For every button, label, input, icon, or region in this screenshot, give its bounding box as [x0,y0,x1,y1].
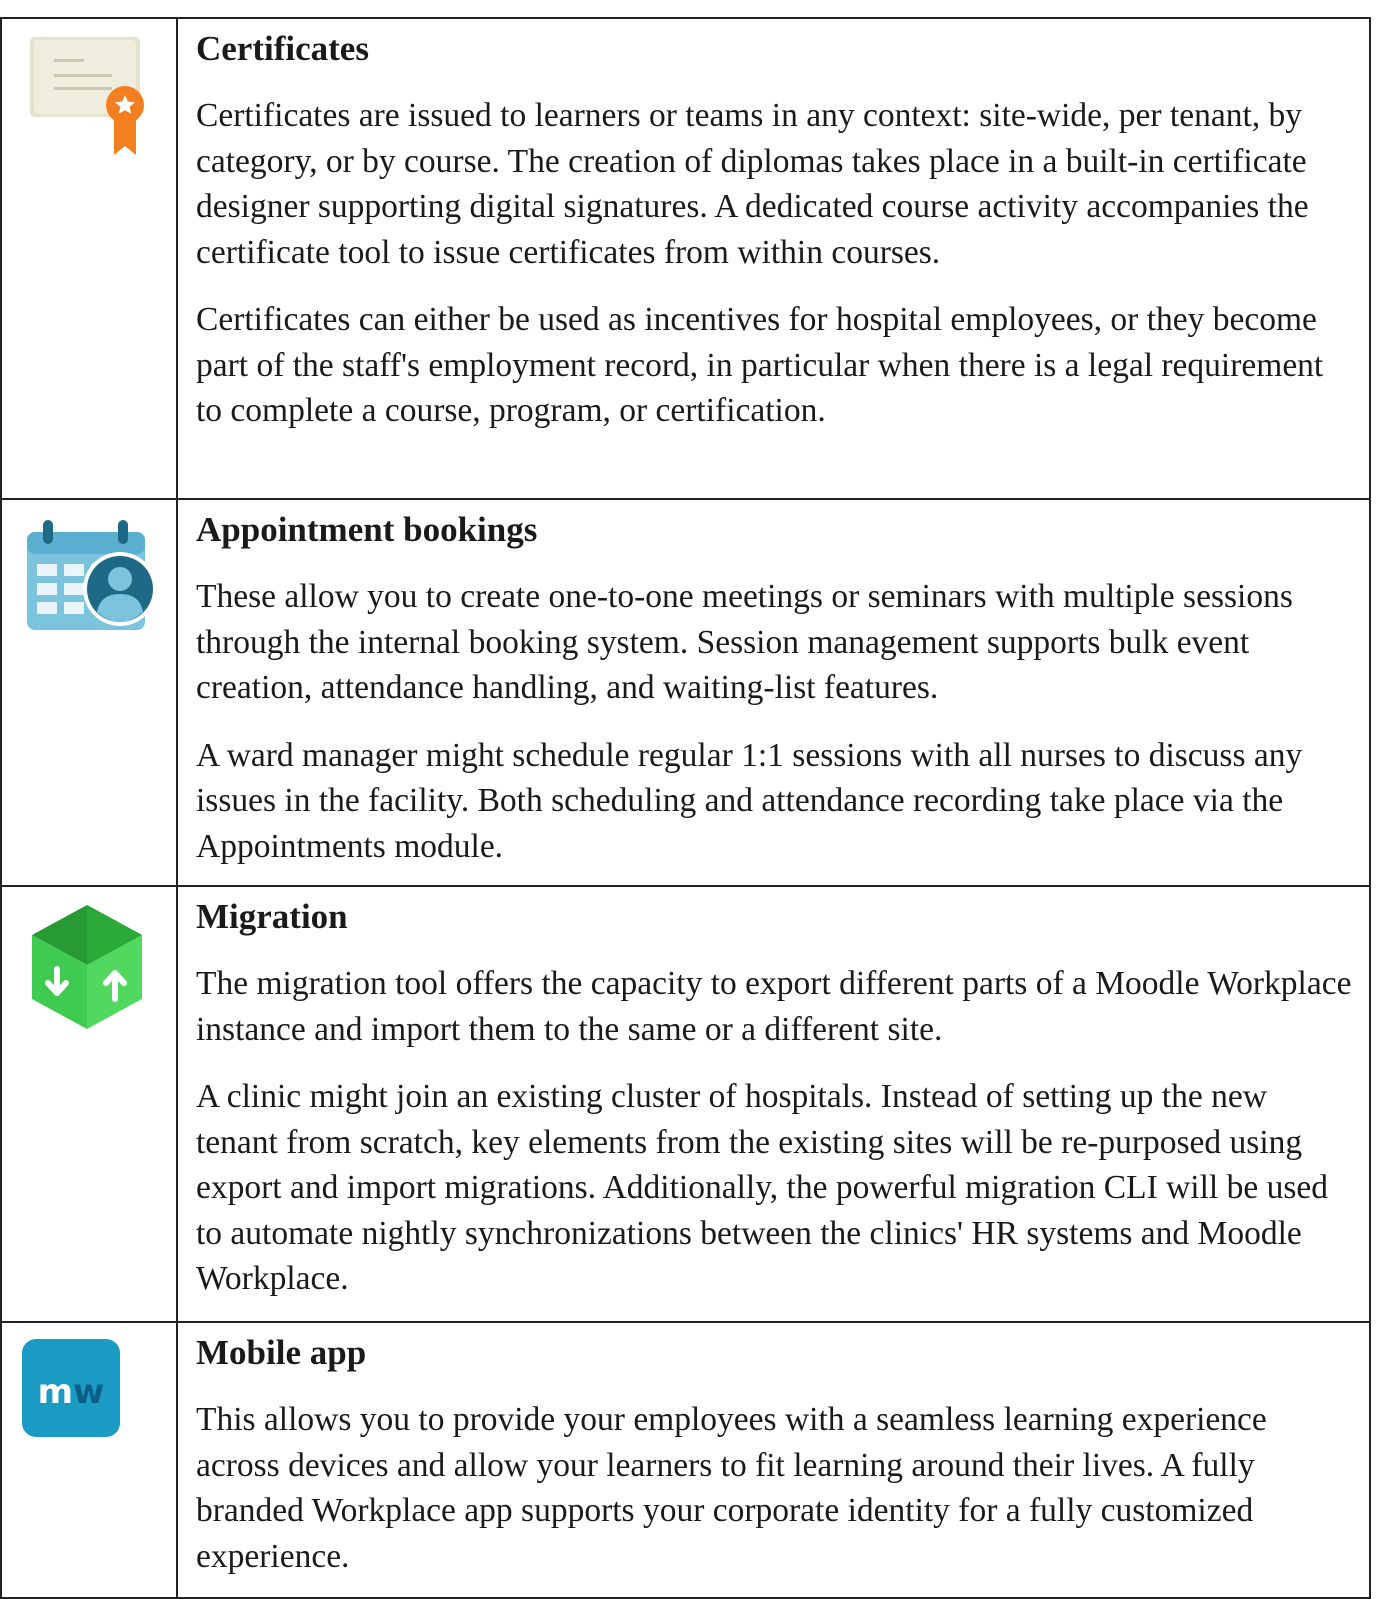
icon-cell [1,1322,177,1598]
feature-row-appointment-bookings [1,499,1370,886]
feature-title: Mobile app [196,1333,367,1372]
feature-row-certificates [1,18,1370,499]
feature-content [177,886,1370,1322]
icon-cell [1,18,177,499]
mobile-app-icon [22,1339,122,1439]
migration-box-icon [30,903,145,1033]
feature-row-mobile-app [1,1322,1370,1598]
feature-example: Certificates can either be used as incentives for hospital employees, or they become part of the staff's employment record, in particular when there is a legal requirement to complete a course, program, or certification. [196,301,1324,429]
feature-title: Migration [196,897,348,936]
mobile-app-logo-text: mw [37,1372,105,1412]
feature-row-migration [1,886,1370,1322]
feature-description: These allow you to create one-to-one meetings or seminars with multiple sessions through the internal booking system. Session management supports bulk event creation, attendance handling, and waiting-list features. [196,578,1293,706]
feature-example: A clinic might join an existing cluster of hospitals. Instead of setting up the new tenant from scratch, key elements from the existing sites will be re-purposed using export and import migrations. Additionally, the powerful migration CLI will be used to automate nightly synchronizations between the clinics' HR systems and Moodle Workplace. [196,1078,1328,1297]
feature-description: The migration tool offers the capacity to export different parts of a Moodle Workplace instance and import them to the same or a different site. [196,965,1352,1048]
feature-title: Certificates [196,29,369,68]
feature-content [177,18,1370,499]
feature-content [177,499,1370,886]
feature-example: A ward manager might schedule regular 1:1 sessions with all nurses to discuss any issues in the facility. Both scheduling and attendance recording take place via the Appointments module. [196,736,1303,865]
feature-content [177,1322,1370,1598]
calendar-user-icon [24,520,164,645]
icon-cell [1,499,177,886]
certificate-icon [28,35,148,160]
feature-description: This allows you to provide your employees with a seamless learning experience across devices and allow your learners to fit learning around their lives. A fully branded Workplace app supports your corporate identity for a fully customized experience. [196,1401,1267,1575]
icon-cell [1,886,177,1322]
feature-description: Certificates are issued to learners or teams in any context: site-wide, per tenant, by category, or by course. The creation of diplomas takes place in a built-in certificate designer supporting digital signatures. A dedicated course activity accompanies the certificate tool to issue certificates from within courses. [196,97,1309,271]
feature-title: Appointment bookings [196,510,538,549]
feature-table [0,17,1371,1599]
